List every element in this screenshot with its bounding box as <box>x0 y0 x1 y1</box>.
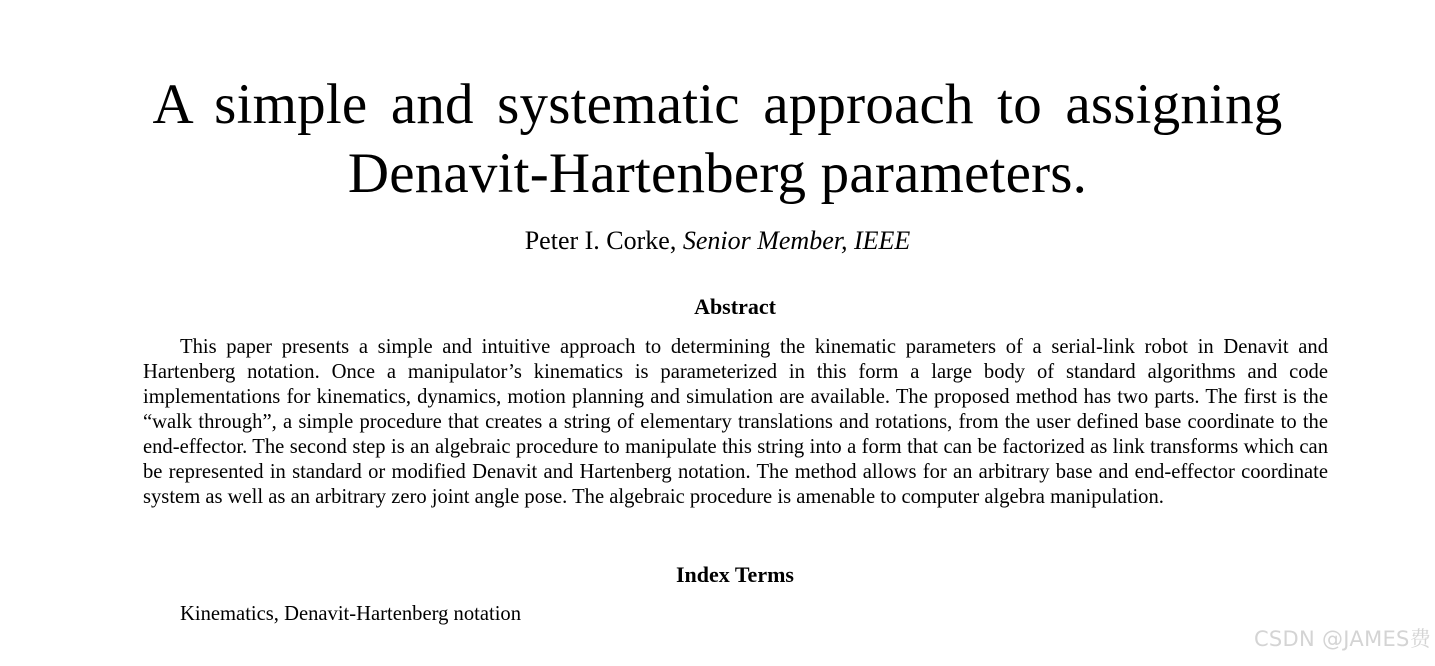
author-line <box>0 226 1435 256</box>
author-affiliation: Senior Member, IEEE <box>682 226 911 255</box>
watermark: CSDN @JAMES费 <box>1253 627 1431 651</box>
title-line-1: A simple and systematic approach to assigning <box>152 73 1283 136</box>
title-line-2: Denavit-Hartenberg parameters. <box>347 142 1088 205</box>
paper-title <box>0 70 1435 208</box>
author-name: Peter I. Corke, <box>524 226 677 255</box>
index-terms-heading: Index Terms <box>676 562 794 587</box>
index-terms-text: Kinematics, Denavit-Hartenberg notation <box>180 603 522 625</box>
abstract-text: This paper presents a simple and intuitive approach to determining the kinematic parameters of a serial-link robot in Denavit and Hartenberg notation. Once a manipulator’s kinematics is parameterized in this form a large body of standard algorithms and code implementations for kinematics, dynamics, motion planning and simulation are available. The proposed method has two parts. The first is the “walk through”, a simple procedure that creates a string of elementary translations and rotations, from the user defined base coordinate to the end-effector. The second step is an algebraic procedure to manipulate this string into a form that can be factorized as link transforms which can be represented in standard or modified Denavit and Hartenberg notation. The method allows for an arbitrary base and end-effector coordinate system as well as an arbitrary zero joint angle pose. The algebraic procedure is amenable to computer algebra manipulation. <box>143 336 1328 508</box>
abstract-heading: Abstract <box>694 294 776 319</box>
